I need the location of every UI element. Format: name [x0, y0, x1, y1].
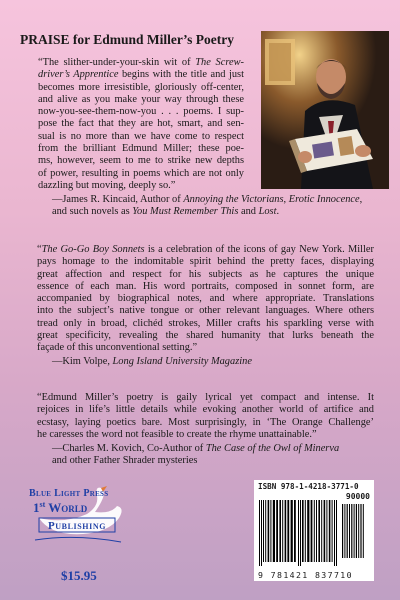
barcode-bar [270, 500, 271, 562]
blurb-line [38, 57, 244, 69]
text-run: into the subject’s native tongue or other relevant languages. Where others [37, 305, 374, 317]
barcode-bar [261, 500, 262, 566]
attribution-line [52, 206, 394, 218]
barcode-bar [265, 500, 266, 562]
blurb-line [37, 342, 374, 354]
barcode-bar [276, 500, 278, 562]
blurb-line [38, 94, 244, 106]
text-run: “The slither-under-your-skin wit of [38, 57, 196, 68]
barcode-bar [273, 500, 275, 562]
kovich-attribution [52, 443, 372, 468]
text-run: “Edmund Miller’s poetry is gaily lyrical yet compact and intense. It [37, 392, 374, 403]
barcode-bar [363, 504, 364, 558]
text-run: , [359, 194, 363, 205]
blurb-line [37, 293, 374, 305]
barcode-bar [263, 500, 264, 562]
text-run: ecstasy, laying poetics bare. Most surprisingly, in ‘The Orange Challenge’ [37, 416, 374, 428]
publisher-line2-sup: st [39, 500, 46, 509]
blurb-line [37, 244, 374, 256]
blurb-line [38, 180, 244, 192]
author-photo [261, 31, 389, 189]
blurb-line [37, 404, 374, 416]
italic-title: Lost [258, 206, 277, 218]
barcode-bar [349, 504, 350, 558]
attribution-line [52, 455, 372, 467]
publisher-line3: Publishing [47, 520, 107, 532]
barcode-bar [305, 500, 306, 562]
blurb-line [38, 131, 244, 143]
blurb-line [37, 417, 374, 429]
text-run: now-you-see-them-now-you . . . poems. I sup- [38, 106, 244, 118]
text-run: begins with the title and just [118, 69, 244, 81]
barcode-bar [360, 504, 361, 558]
barcode-bar [291, 500, 293, 562]
barcode-bar [321, 500, 322, 562]
text-run: façade of this unconventional setting.” [37, 342, 198, 354]
barcode-bar [358, 504, 359, 558]
text-run: —Charles M. Kovich, Co-Author of [52, 443, 206, 454]
barcode-bar [318, 500, 320, 562]
blurb-line [38, 118, 244, 130]
barcode-bar [285, 500, 287, 562]
barcode-bar [347, 504, 348, 558]
barcode-bar [334, 500, 335, 566]
text-run: tread only in broad, clichéd strokes, Miller crafts his sparkling verse with [37, 317, 374, 329]
blurb-line [38, 82, 244, 94]
text-run: essence of each man. His word portraits, composed in sonnet form, are [37, 280, 374, 292]
text-run: and such novels as [52, 206, 133, 218]
publisher-line2-word: World [48, 500, 88, 515]
text-run: from the brilliant Edmund Miller; these poe- [38, 143, 244, 155]
isbn-digits: 9 781421 837710 [258, 570, 353, 580]
italic-title: The Go-Go Boy Sonnets [41, 244, 145, 255]
swan-logo-icon [25, 484, 137, 550]
barcode-bar [336, 500, 337, 566]
text-run: —Kim Volpe, [52, 356, 113, 367]
barcode-bar [329, 500, 331, 562]
kovich-blurb [37, 392, 374, 441]
barcode-bar [300, 500, 301, 566]
isbn-label: ISBN 978-1-4218-3771-0 [258, 482, 359, 491]
attribution-line [52, 356, 372, 368]
blurb-line [37, 318, 374, 330]
publisher-line2 [33, 500, 88, 515]
kincaid-blurb [38, 57, 244, 192]
text-run: pays homage to the indomitable spirit behind the pretty faces, displaying [37, 256, 374, 268]
italic-title: The Case of the Owl of Minerva [205, 443, 340, 454]
text-run: rejoices in life’s little details while evoking another world of artifice and [37, 404, 374, 416]
volpe-blurb [37, 244, 374, 355]
barcode-bar [279, 500, 281, 562]
barcode-bar [356, 504, 357, 558]
barcode-bar [302, 500, 304, 562]
publisher-line1: Blue Light Press [29, 488, 109, 499]
barcode-bar [259, 500, 260, 566]
barcode-bar [311, 500, 313, 562]
praise-heading: PRAISE for Edmund Miller’s Poetry [20, 32, 234, 47]
blurb-line [38, 106, 244, 118]
text-run: dazzling but moving, deeply so.” [38, 179, 176, 191]
barcode-bar [298, 500, 299, 566]
italic-title: Long Island University Magazine [112, 356, 252, 367]
text-run: and alive as you make your way through these [38, 93, 244, 105]
barcode-bar [344, 504, 345, 558]
blurb-line [37, 256, 374, 268]
kincaid-attribution [52, 194, 394, 219]
text-run: he caresses the word not feasible to create the rhyme unattainable.” [37, 428, 317, 440]
text-run: ms, however, seem to me to strike new depths [38, 155, 244, 167]
italic-title: The Screw- [195, 57, 245, 68]
blurb-line [38, 168, 244, 180]
barcode-bar [268, 500, 270, 562]
text-run: , [283, 194, 289, 205]
author-reading-image [261, 31, 389, 189]
text-run: becomes more irresistible, gloriously off-center, [38, 81, 244, 93]
barcode-bar [351, 504, 352, 558]
barcode-bar [324, 500, 326, 562]
blurb-line [38, 143, 244, 155]
text-run: and [238, 206, 259, 218]
text-run: great affection and respect for his subjects as he captures the unique [37, 268, 374, 280]
publisher-logo [25, 484, 137, 550]
barcode-bar [332, 500, 333, 562]
barcode-bar [354, 504, 355, 558]
text-run: is a celebration of the icons of gay New York. Miller [144, 244, 375, 255]
attribution-line [52, 443, 372, 455]
blurb-line [38, 69, 244, 81]
blurb-line [37, 281, 374, 293]
text-run: pose the fact that they are hot, smart, and sen- [38, 118, 244, 130]
text-run: sual is no more than we have come to respect [38, 130, 244, 142]
blurb-line [37, 429, 374, 441]
text-run: accompanied by biographical notes, and where appropriate. Translations [37, 293, 374, 305]
barcode-bar [287, 500, 289, 562]
attribution-line [52, 194, 394, 206]
barcode-bar [316, 500, 317, 562]
barcode-bar [307, 500, 309, 562]
text-run: . [276, 206, 280, 218]
blurb-line [37, 269, 374, 281]
barcode-bar [326, 500, 327, 562]
barcode-bar [314, 500, 315, 562]
blurb-line [37, 392, 374, 404]
text-run: —James R. Kincaid, Author of [52, 194, 184, 205]
blurb-line [38, 155, 244, 167]
barcode-price-code: 90000 [345, 492, 370, 501]
barcode-bar [342, 504, 343, 558]
blurb-line [37, 330, 374, 342]
blurb-line [37, 305, 374, 317]
barcode-bar [294, 500, 296, 562]
text-run: great specificity, revealing the shared humanity that lurks beneath the [37, 330, 374, 342]
volpe-attribution [52, 356, 372, 368]
italic-title: You Must Remember This [132, 206, 239, 218]
text-run: of power, resulting in poems which are not only [38, 167, 244, 179]
isbn-barcode [254, 480, 374, 581]
barcode-bar [282, 500, 283, 562]
italic-title: driver’s Apprentice [38, 69, 119, 81]
publisher-line2-num: 1 [33, 500, 40, 515]
book-price: $15.95 [61, 568, 97, 583]
italic-title: Annoying the Victorians [183, 194, 284, 205]
text-run: and other Father Shrader mysteries [52, 455, 198, 467]
italic-title: Erotic Innocence [288, 194, 360, 205]
text-run: “ [37, 244, 42, 255]
barcode-bars [254, 480, 374, 581]
